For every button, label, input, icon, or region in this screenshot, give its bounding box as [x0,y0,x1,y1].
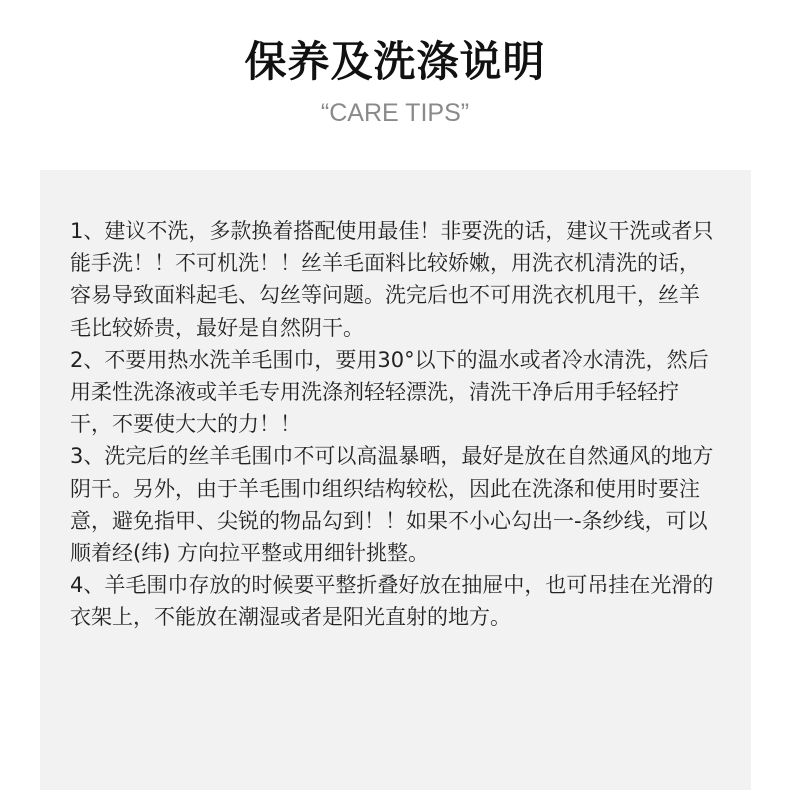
care-tips-text [70,215,720,634]
care-tip-item: 2、不要用热水洗羊毛围巾，要用30°以下的温水或者冷水清洗，然后用柔性洗涤液或羊毛专用洗涤剂轻轻漂洗，清洗干净后用手轻轻拧干，不要使大大的力！！ [70,347,709,437]
care-tip-item: 1、建议不洗，多款换着搭配使用最佳！非要洗的话，建议干洗或者只能手洗！！不可机洗！！丝羊毛面料比较娇嫩，用洗衣机清洗的话，容易导致面料起毛、勾丝等问题。洗完后也不可用洗衣机甩干，丝羊毛比较娇贵，最好是自然阴干。 [70,219,714,340]
page-subtitle: “CARE TIPS” [320,99,470,127]
care-tip-item: 4、羊毛围巾存放的时候要平整折叠好放在抽屉中，也可吊挂在光滑的衣架上，不能放在潮湿或者是阳光直射的地方。 [70,573,714,630]
page-title: 保养及洗涤说明 [244,37,546,86]
care-tip-item: 3、洗完后的丝羊毛围巾不可以高温暴晒，最好是放在自然通风的地方阴干。另外，由于羊毛围巾组织结构较松，因此在洗涤和使用时要注意，避免指甲、尖锐的物品勾到！！如果不小心勾出一-条纱线，可以顺着经(纬) 方向拉平整或用细针挑整。 [70,444,714,566]
